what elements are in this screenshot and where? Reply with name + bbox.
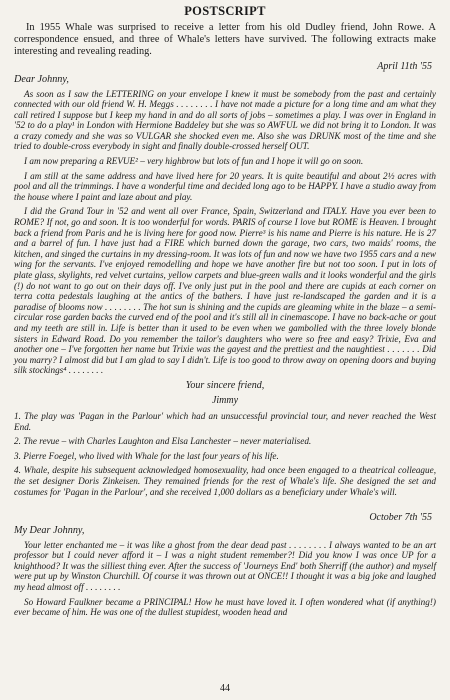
footnote: 4. Whale, despite his subsequent acknowledged homosexuality, had once been engaged to a theatrical colleague, the set designer Doris Zinkeisen. They remained friends for the rest of Whale's life. She designed the set and costumes for 'Pagan in the Parlour', and she received 1,000 dollars as a beneficiary under Whale's will.	[14, 465, 436, 497]
letter-salutation: My Dear Johnny,	[14, 524, 85, 536]
page-title: POSTSCRIPT	[184, 4, 266, 18]
page-number: 44	[220, 683, 230, 694]
footnotes	[14, 411, 436, 497]
section-gap	[14, 501, 436, 509]
footnote: 1. The play was 'Pagan in the Parlour' which had an unsuccessful provincial tour, and never reached the West End.	[14, 410, 436, 432]
letter-october	[14, 512, 436, 618]
letter-paragraph: So Howard Faulkner became a PRINCIPAL! How he must have loved it. I often wondered what (if anything!) ever became of him. He was one of the dullest stupidest, wooden head and	[14, 596, 436, 618]
letter-paragraph: I am now preparing a REVUE² – very highbrow but lots of fun and I hope it will go on soon.	[24, 156, 364, 167]
letter-signature: Jimmy	[211, 394, 239, 406]
letter-paragraph: I am still at the same address and have lived here for 20 years. It is quite beautiful and about 2½ acres with pool and all the trimmings. I have a wonderful time and decided long ago to be HAPPY. I have a studio away from the house where I paint and laze about and play.	[14, 170, 436, 202]
letter-paragraph: I did the Grand Tour in '52 and went all over France, Spain, Switzerland and ITALY. Have you ever been to ROME? If not, go and soon. It is too wonderful for words. PARIS of course I love but ROME is Heaven. I brought back a friend from Paris and he is living here for good now. Pierre³ is his name and Pierre is his nature. He is 27 and a barrel of fun. I have just had a FIRE which burned down the garage, two cars, two maids' rooms, the kitchen, and singed the curtains in my dressing-room. It was lots of fun and now we have two 1955 cars and a new wing for the servants. I've enjoyed remodelling and hope we have another fire but not too soon. I put in lots of plate glass, skylights, red velvet curtains, yellow carpets and blue-green walls and it looks wonderful and the girls (!) do not want to go out on their days off. I've only just put in the pool and there are cupids at each corner on terra cotta pedestals laughing at the antics of the bathers. I have just re-landscaped the garden and it is a paradise of blooms now . . . . . . . . The hot sun is shining and the cupids are gleaming white in the blaze – a semi-circular rose garden backs the curved end of the pool and it's still all in cinemascope. I have no back-ache or gout and my teeth are still in. Life is better than it used to be even when we gambolled with the three lovely blonde sisters in Edward Road. Do you remember the tailor's daughters who were so free and easy? Trixie, Eva and another one – I've forgotten her name but Trixie was the gayest and the prettiest and the naughtiest . . . . . . . Did you marry? I almost did but I am glad to say I didn't. Life is too good to throw away on opening doors and buying silk stockings⁴ . . . . . . . .	[14, 206, 436, 376]
letter-april	[14, 61, 436, 407]
letter-signoff: Your sincere friend,	[185, 379, 265, 391]
letter-salutation: Dear Johnny,	[14, 73, 69, 85]
intro-paragraph: In 1955 Whale was surprised to receive a letter from his old Dudley friend, John Rowe. A correspondence ensued, and three of Whale's letters have survived. The following extracts make interesting and revealing reading.	[14, 22, 436, 57]
footnote: 2. The revue – with Charles Laughton and Elsa Lanchester – never materialised.	[14, 436, 312, 447]
letter-date: October 7th '55	[369, 512, 432, 524]
footnote: 3. Pierre Foegel, who lived with Whale for the last four years of his life.	[14, 450, 279, 461]
letter-date: April 11th '55	[377, 61, 432, 72]
letter-paragraph: Your letter enchanted me – it was like a ghost from the dear dead past . . . . . . . . I always wanted to be an art professor but I could never afford it – I was a night student remember?! Did you know I was once UP for a knighthood? It was the silliest thing ever. After the success of 'Journeys End' both Sherriff (the author) and myself were put up by Winston Churchill. Of course it was thrown out at ONCE!! I thought it was a big joke and laughed my head almost off . . . . . . . .	[14, 539, 436, 592]
letter-paragraph: As soon as I saw the LETTERING on your envelope I knew it must be somebody from the past and certainly connected with our old friend W. H. Meggs . . . . . . . . I have not made a picture for a long time and am what they call retired I suppose but I keep my hand in and do all sorts of jobs – sometimes a play. I was over in England in '52 to do a play¹ in London with Hermione Baddeley but she was so AWFUL we did not bring it to London. It was a crazy comedy and she was so VULGAR she shocked even me. Also she was DRUNK most of the time and she tried to double-cross everybody in sight and finally double-crossed herself OUT.	[14, 88, 436, 152]
